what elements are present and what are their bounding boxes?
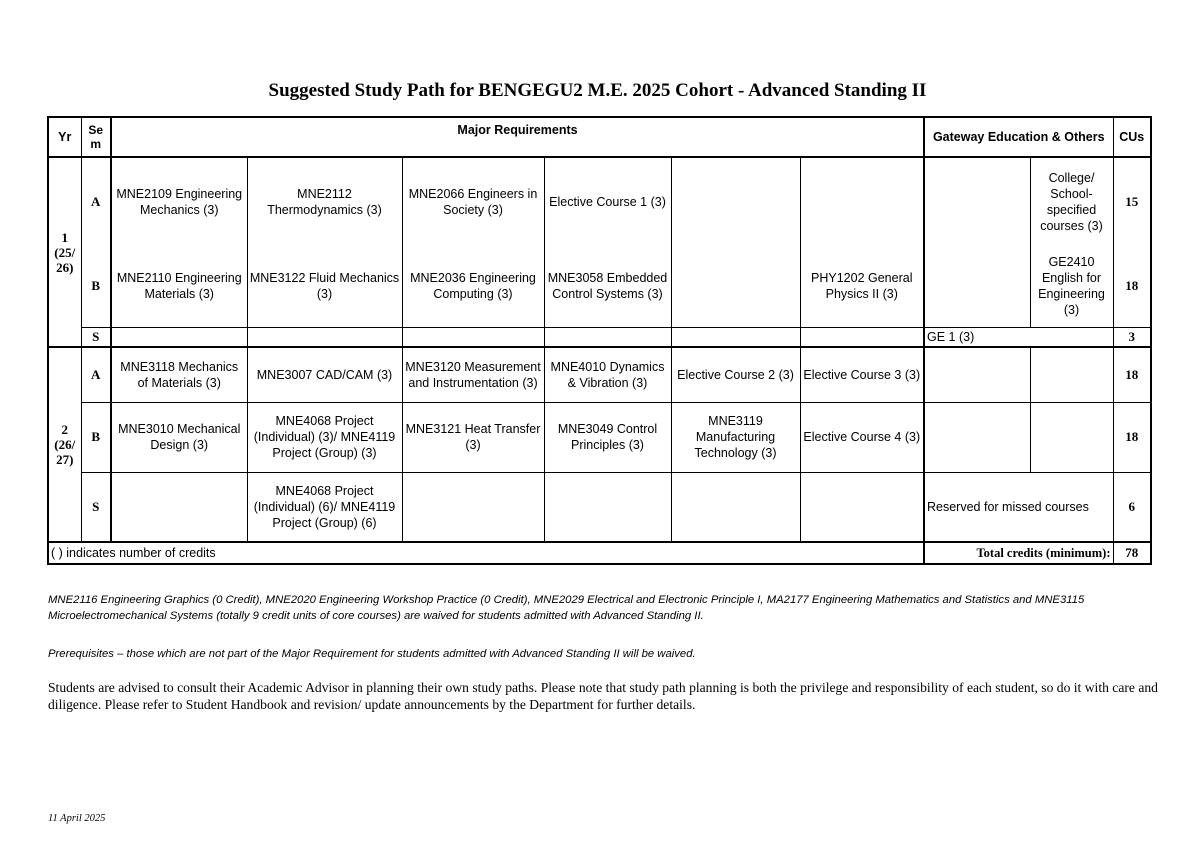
empty-cell xyxy=(671,157,800,245)
year2-sem-b: B xyxy=(81,402,111,472)
course-cell: MNE2109 Engineering Mechanics (3) xyxy=(111,157,247,245)
empty-cell xyxy=(924,157,1030,245)
empty-cell xyxy=(671,327,800,347)
year2-sem-a: A xyxy=(81,347,111,402)
course-cell: Elective Course 4 (3) xyxy=(800,402,924,472)
empty-cell xyxy=(1030,347,1113,402)
empty-cell xyxy=(111,472,247,542)
gateway-course-cell: College/ School- specified courses (3) xyxy=(1030,157,1113,245)
course-cell: Elective Course 3 (3) xyxy=(800,347,924,402)
empty-cell xyxy=(247,327,402,347)
course-cell: MNE2036 Engineering Computing (3) xyxy=(402,245,544,327)
credit-units: 3 xyxy=(1113,327,1151,347)
advice-paragraph: Students are advised to consult their Academic Advisor in planning their own study paths. Please note that study path planning is both the privilege and responsibility of each student, so do it with care and diligence. Please refer to Student Handbook and revision/ update announcements by the Department for further details. xyxy=(48,680,1158,712)
credit-units: 18 xyxy=(1113,347,1151,402)
course-cell: MNE3010 Mechanical Design (3) xyxy=(111,402,247,472)
study-path-table xyxy=(47,116,1152,565)
course-cell: MNE3120 Measurement and Instrumentation (3) xyxy=(402,347,544,402)
empty-cell xyxy=(544,327,671,347)
gateway-course-cell: GE2410 English for Engineering (3) xyxy=(1030,245,1113,327)
year1-sem-s: S xyxy=(81,327,111,347)
total-credits-value: 78 xyxy=(1113,542,1151,564)
gateway-course-cell: Reserved for missed courses xyxy=(924,472,1113,542)
course-cell: MNE3058 Embedded Control Systems (3) xyxy=(544,245,671,327)
empty-cell xyxy=(402,327,544,347)
credit-units: 15 xyxy=(1113,157,1151,245)
empty-cell xyxy=(924,245,1030,327)
course-cell: Elective Course 2 (3) xyxy=(671,347,800,402)
course-cell: MNE3121 Heat Transfer (3) xyxy=(402,402,544,472)
total-credits-label: Total credits (minimum): xyxy=(924,542,1113,564)
empty-cell xyxy=(924,347,1030,402)
credit-units: 6 xyxy=(1113,472,1151,542)
gateway-course-cell: GE 1 (3) xyxy=(924,327,1113,347)
course-cell: MNE3007 CAD/CAM (3) xyxy=(247,347,402,402)
page-title: Suggested Study Path for BENGEGU2 M.E. 2025 Cohort - Advanced Standing II xyxy=(268,80,927,101)
header-cus: CUs xyxy=(1113,117,1151,157)
empty-cell xyxy=(1030,402,1113,472)
year-1-label: 1 (25/ 26) xyxy=(48,157,81,347)
credit-units: 18 xyxy=(1113,402,1151,472)
course-cell: MNE2112 Thermodynamics (3) xyxy=(247,157,402,245)
header-gateway: Gateway Education & Others xyxy=(924,117,1113,157)
header-major-requirements: Major Requirements xyxy=(111,117,924,157)
prerequisites-note: Prerequisites – those which are not part of the Major Requirement for students admitted with Advanced Standing II will be waived. xyxy=(48,648,696,660)
course-cell: MNE4068 Project (Individual) (3)/ MNE4119 Project (Group) (3) xyxy=(247,402,402,472)
empty-cell xyxy=(111,327,247,347)
empty-cell xyxy=(402,472,544,542)
year1-sem-a: A xyxy=(81,157,111,245)
empty-cell xyxy=(671,245,800,327)
empty-cell xyxy=(544,472,671,542)
credits-legend: ( ) indicates number of credits xyxy=(48,542,924,564)
course-cell: MNE3122 Fluid Mechanics (3) xyxy=(247,245,402,327)
year1-sem-b: B xyxy=(81,245,111,327)
course-cell: MNE3118 Mechanics of Materials (3) xyxy=(111,347,247,402)
course-cell: Elective Course 1 (3) xyxy=(544,157,671,245)
course-cell: MNE2066 Engineers in Society (3) xyxy=(402,157,544,245)
year-2-label: 2 (26/ 27) xyxy=(48,347,81,542)
course-cell: MNE2110 Engineering Materials (3) xyxy=(111,245,247,327)
empty-cell xyxy=(924,402,1030,472)
empty-cell xyxy=(800,472,924,542)
credit-units: 18 xyxy=(1113,245,1151,327)
year2-sem-s: S xyxy=(81,472,111,542)
course-cell: MNE4068 Project (Individual) (6)/ MNE4119 Project (Group) (6) xyxy=(247,472,402,542)
header-yr: Yr xyxy=(48,117,81,157)
waived-courses-note: MNE2116 Engineering Graphics (0 Credit), MNE2020 Engineering Workshop Practice (0 Credit), MNE2029 Electrical and Electronic Principle I, MA2177 Engineering Mathematics and Statistics and MNE3115 Microelectromechanical Systems (totally 9 credit units of core courses) are waived for students admitted with Advanced Standing II. xyxy=(48,594,1085,622)
empty-cell xyxy=(800,327,924,347)
document-date: 11 April 2025 xyxy=(48,813,106,824)
empty-cell xyxy=(800,157,924,245)
header-sem: Se m xyxy=(81,117,111,157)
empty-cell xyxy=(671,472,800,542)
course-cell: MNE4010 Dynamics & Vibration (3) xyxy=(544,347,671,402)
course-cell: MNE3049 Control Principles (3) xyxy=(544,402,671,472)
course-cell: PHY1202 General Physics II (3) xyxy=(800,245,924,327)
course-cell: MNE3119 Manufacturing Technology (3) xyxy=(671,402,800,472)
